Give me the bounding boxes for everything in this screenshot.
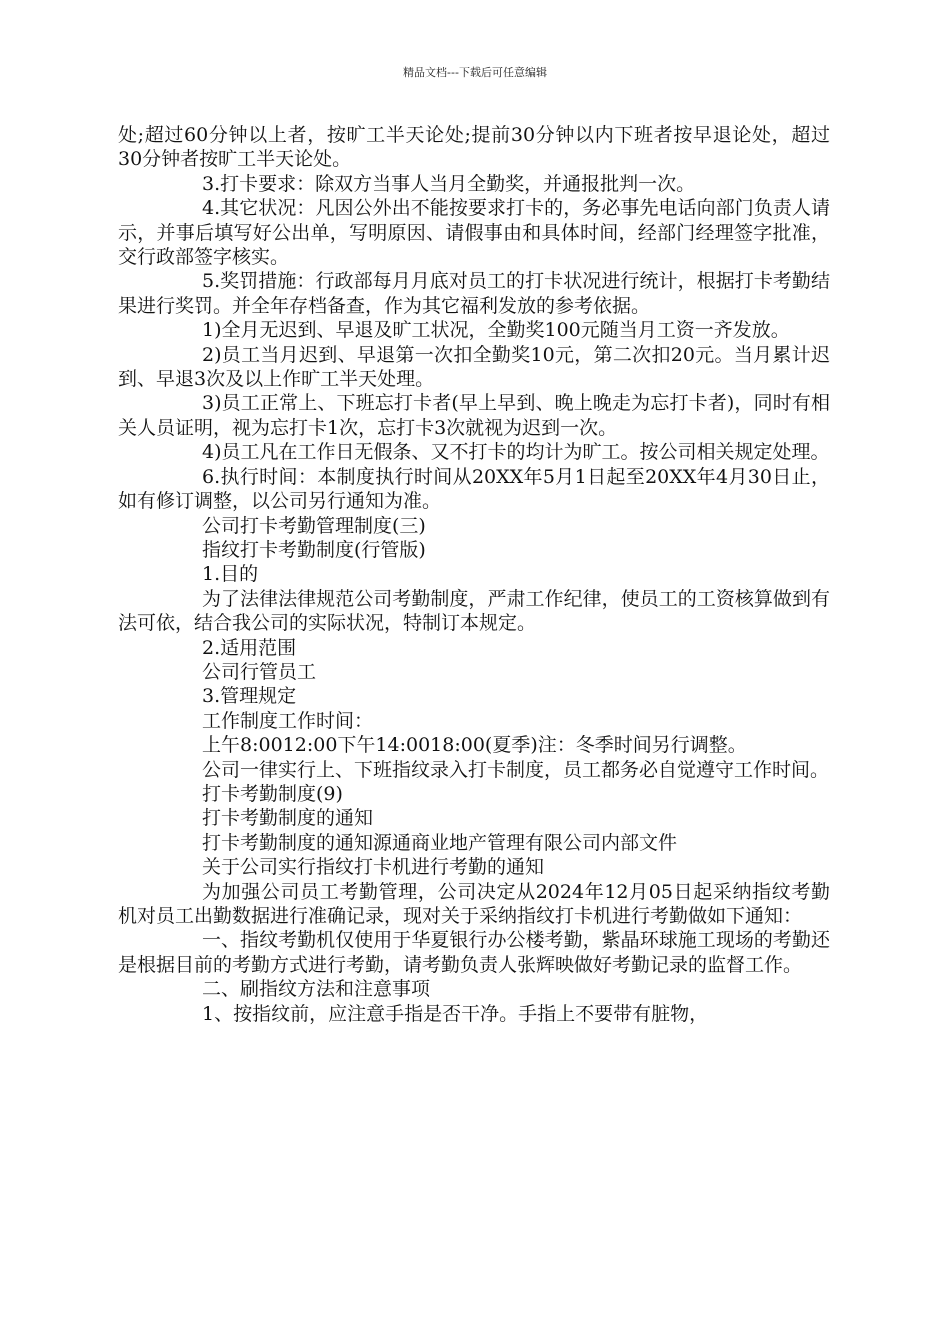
paragraph: 2.适用范围 bbox=[202, 636, 297, 659]
paragraph: 一、指纹考勤机仅使用于华夏银行办公楼考勤，紫晶环球施工现场的考勤还是根据目前的考勤方式进行考勤，请考勤负责人张辉映做好考勤记录的监督工作。 bbox=[118, 929, 830, 976]
paragraph: 5.奖罚措施：行政部每月月底对员工的打卡状况进行统计，根据打卡考勤结果进行奖罚。并全年存档备查，作为其它福利发放的参考依据。 bbox=[118, 270, 830, 317]
paragraph: 1.目的 bbox=[202, 563, 259, 586]
paragraph: 处;超过60分钟以上者，按旷工半天论处;提前30分钟以内下班者按早退论处，超过30分钟者按旷工半天论处。 bbox=[118, 124, 830, 171]
section-title: 打卡考勤制度(9) bbox=[202, 782, 343, 805]
paragraph: 关于公司实行指纹打卡机进行考勤的通知 bbox=[202, 856, 545, 879]
document-body bbox=[118, 123, 830, 1026]
paragraph: 打卡考勤制度的通知 bbox=[202, 807, 374, 830]
paragraph: 3.打卡要求：除双方当事人当月全勤奖，并通报批判一次。 bbox=[202, 172, 696, 195]
paragraph: 1、按指纹前，应注意手指是否干净。手指上不要带有脏物， bbox=[202, 1002, 709, 1025]
paragraph: 打卡考勤制度的通知源通商业地产管理有限公司内部文件 bbox=[202, 831, 678, 854]
paragraph: 1)全月无迟到、早退及旷工状况，全勤奖100元随当月工资一齐发放。 bbox=[202, 319, 790, 342]
paragraph: 3.管理规定 bbox=[202, 685, 297, 708]
paragraph: 2)员工当月迟到、早退第一次扣全勤奖10元，第二次扣20元。当月累计迟到、早退3次及以上作旷工半天处理。 bbox=[118, 343, 830, 391]
paragraph: 4)员工凡在工作日无假条、又不打卡的均计为旷工。按公司相关规定处理。 bbox=[202, 441, 830, 464]
paragraph: 上午8:0012:00下午14:0018:00(夏季)注：冬季时间另行调整。 bbox=[202, 734, 747, 757]
paragraph: 公司一律实行上、下班指纹录入打卡制度，员工都务必自觉遵守工作时间。 bbox=[202, 758, 830, 781]
section-subtitle: 指纹打卡考勤制度(行管版) bbox=[202, 538, 426, 561]
section-title: 公司打卡考勤管理制度(三) bbox=[202, 514, 426, 537]
paragraph: 3)员工正常上、下班忘打卡者(早上早到、晚上晚走为忘打卡者)，同时有相关人员证明，视为忘打卡1次，忘打卡3次就视为迟到一次。 bbox=[118, 392, 830, 439]
paragraph: 工作制度工作时间： bbox=[202, 709, 374, 732]
paragraph: 公司行管员工 bbox=[202, 660, 317, 683]
paragraph: 二、刷指纹方法和注意事项 bbox=[202, 978, 431, 1001]
paragraph: 为加强公司员工考勤管理，公司决定从2024年12月05日起采纳指纹考勤机对员工出勤数据进行准确记录，现对关于采纳指纹打卡机进行考勤做如下通知： bbox=[118, 880, 830, 927]
page-header: 精品文档---下载后可任意编辑 bbox=[403, 66, 547, 79]
paragraph: 4.其它状况：凡因公外出不能按要求打卡的，务必事先电话向部门负责人请示，并事后填写好公出单，写明原因、请假事由和具体时间，经部门经理签字批准，交行政部签字核实。 bbox=[118, 197, 830, 269]
paragraph: 6.执行时间：本制度执行时间从20XX年5月1日起至20XX年4月30日止，如有修订调整，以公司另行通知为准。 bbox=[118, 465, 830, 513]
paragraph: 为了法律法律规范公司考勤制度，严肃工作纪律，使员工的工资核算做到有法可依，结合我公司的实际状况，特制订本规定。 bbox=[118, 587, 830, 635]
